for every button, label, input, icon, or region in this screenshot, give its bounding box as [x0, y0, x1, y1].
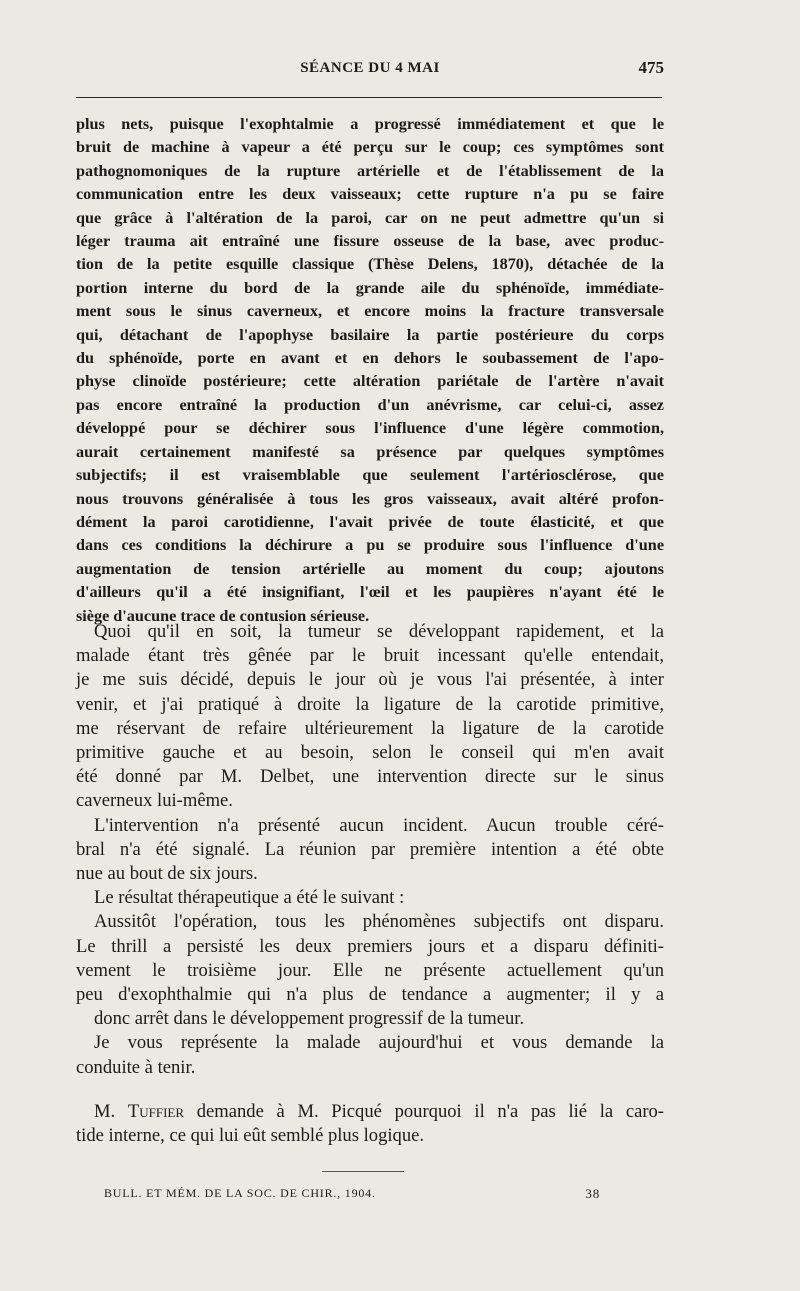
text-line: tion de la petite esquille classique (Thèse Delens, 1870), détachée de la [76, 255, 664, 274]
text-line: L'intervention n'a présenté aucun incident. Aucun trouble céré- [94, 814, 664, 836]
text-line: je me suis décidé, depuis le jour où je vous l'ai présentée, à inter [76, 669, 664, 691]
text-line: bral n'a été signalé. La réunion par première intention a été obte [76, 838, 664, 860]
text-line: primitive gauche et au besoin, selon le conseil qui m'en avait [76, 742, 664, 764]
paragraph-main [76, 620, 664, 1148]
text-line: malade étant très gênée par le bruit incessant qu'elle entendait, [76, 645, 664, 667]
text-line: bruit de machine à vapeur a été perçu sur le coup; ces symptômes sont [76, 138, 664, 157]
text-line: aurait certainement manifesté sa présence par quelques symptômes [76, 442, 664, 461]
paragraph-continued [76, 113, 664, 628]
text-line: me réservant de refaire ultérieurement la ligature de la carotide [76, 717, 664, 739]
closing-rule [322, 1171, 404, 1172]
running-title: SÉANCE DU 4 MAI [300, 60, 440, 76]
text-line: Je vous représente la malade aujourd'hui et vous demande la [94, 1032, 664, 1054]
speaker-name: Tuffier [127, 1100, 185, 1122]
header-rule [76, 97, 662, 98]
text-line: pathognomoniques de la rupture artérielle et de l'établissement de la [76, 161, 664, 180]
text-line: plus nets, puisque l'exophtalmie a progressé immédiatement et que le [76, 115, 664, 133]
text-line: été donné par M. Delbet, une intervention directe sur le sinus [76, 766, 664, 788]
text-line: qui, détachant de l'apophyse basilaire la partie postérieure du corps [76, 325, 664, 344]
text-line: tide interne, ce qui lui eût semblé plus logique. [76, 1125, 425, 1147]
text-line: subjectifs; il est vraisemblable que seulement l'artériosclérose, que [76, 466, 664, 485]
text-line: venir, et j'ai pratiqué à droite la ligature de la carotide primitive, [76, 693, 664, 715]
tuffier-rest: demande à M. Picqué pourquoi il n'a pas lié la caro- [196, 1100, 665, 1122]
text-line: ment sous le sinus caverneux, et encore moins la fracture transversale [76, 302, 664, 321]
text-line: portion interne du bord de la grande aile du sphénoïde, immédiate- [76, 278, 664, 297]
page-number: 475 [638, 58, 664, 77]
text-line: vement le troisième jour. Elle ne présente actuellement qu'un [76, 959, 664, 981]
text-line: Aussitôt l'opération, tous les phénomènes subjectifs ont disparu. [94, 911, 664, 933]
text-line: léger trauma ait entraîné une fissure osseuse de la base, avec produc- [76, 232, 664, 251]
text-line: pas encore entraîné la production d'un anévrisme, car celui-ci, assez [76, 395, 664, 414]
text-line: peu d'exophthalmie qui n'a plus de tendance a augmenter; il y a [76, 984, 664, 1006]
text-line: Le résultat thérapeutique a été le suivant : [94, 887, 405, 909]
text-line: Le thrill a persisté les deux premiers jours et a disparu définiti- [76, 935, 664, 957]
text-line: dans ces conditions la déchirure a pu se produire sous l'influence d'une [76, 536, 664, 555]
text-line: nous trouvons généralisée à tous les gros vaisseaux, avait altéré profon- [76, 489, 664, 508]
text-line: physe clinoïde postérieure; cette altération pariétale de l'artère n'avait [76, 372, 664, 391]
sheet-number: 38 [585, 1186, 600, 1201]
tuffier-prefix: M. [94, 1100, 116, 1122]
text-line: du sphénoïde, porte en avant et en dehors le soubassement de l'apo- [76, 349, 664, 368]
text-line: développé pour se déchirer sous l'influence d'une légère commotion, [76, 419, 664, 438]
text-line: conduite à tenir. [76, 1056, 196, 1078]
text-line: dément la paroi carotidienne, l'avait privée de toute élasticité, et que [76, 512, 664, 531]
text-line: caverneux lui-même. [76, 790, 233, 812]
text-line: nue au bout de six jours. [76, 863, 258, 885]
text-line: communication entre les deux vaisseaux; cette rupture n'a pu se faire [76, 185, 664, 204]
footer-source: BULL. ET MÉM. DE LA SOC. DE CHIR., 1904. [104, 1186, 376, 1200]
text-line: que grâce à l'altération de la paroi, car on ne peut admettre qu'un si [76, 208, 664, 227]
text-line: siège d'aucune trace de contusion sérieuse. [76, 606, 370, 625]
page-footer [104, 1186, 604, 1206]
text-line: donc arrêt dans le développement progressif de la tumeur. [94, 1008, 525, 1030]
text-line: augmentation de tension artérielle au moment du coup; ajoutons [76, 559, 664, 578]
text-line: Quoi qu'il en soit, la tumeur se développant rapidement, et la [94, 621, 664, 642]
tuffier-line [76, 1100, 664, 1124]
text-line: d'ailleurs qu'il a été insignifiant, l'œil et les paupières n'ayant été le [76, 583, 664, 602]
running-head [76, 60, 664, 86]
